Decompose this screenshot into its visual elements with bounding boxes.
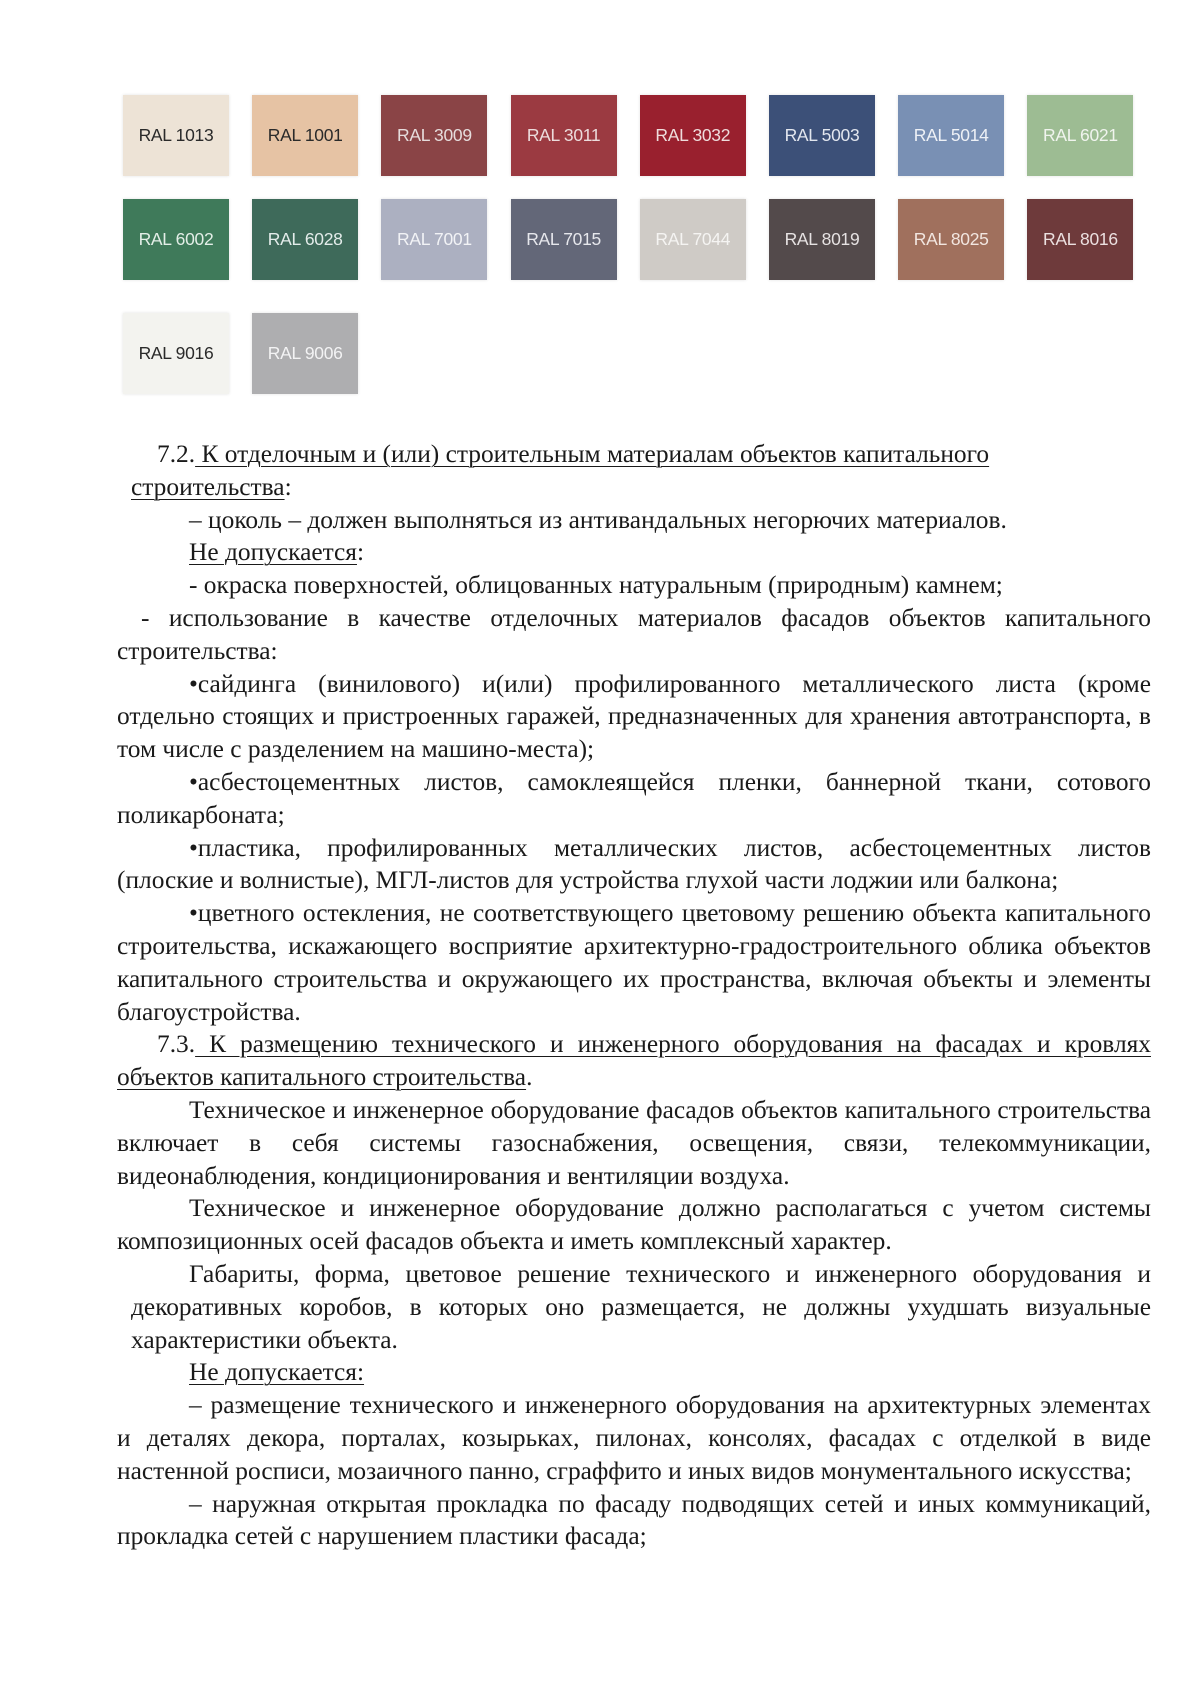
plinth-requirement: – цоколь – должен выполняться из антивандальных негорючих материалов.: [189, 505, 1007, 534]
color-swatch: [123, 313, 229, 394]
color-swatch: [252, 95, 358, 176]
item-open-wiring: – наружная открытая прокладка по фасаду подводящих сетей и иных коммуникаций, прокладка сетей с нарушением пластики фасада;: [117, 1489, 1151, 1551]
bullet-glazing: •цветного остекления, не соответствующего цветовому решению объекта капитального строительства, искажающего восприятие архитектурно-градостроительного облика объектов капитального строительства и окружающего их пространства, включая объекты и элементы благоустройства.: [117, 899, 1151, 1026]
swatch-label: RAL 6002: [138, 229, 214, 249]
color-swatch: [511, 199, 617, 280]
color-swatch: [769, 199, 875, 280]
bullet-siding: •сайдинга (винилового) и(или) профилированного металлического листа (кроме отдельно стоящих и пристроенных гаражей, предназначенных для хранения автотранспорта, в том числе с разделением на машино-места);: [117, 669, 1151, 764]
swatch-label: RAL 5014: [913, 125, 989, 145]
section-7-2-title-line2: строительства: [131, 472, 285, 501]
color-swatch: [898, 199, 1004, 280]
color-swatch: [640, 199, 746, 280]
document-body: [117, 438, 1151, 1553]
item-equipment-placement: – размещение технического и инженерного оборудования на архитектурных элементах и деталях декора, порталах, козырьках, пилонах, консолях, фасадах с отделкой в виде настенной росписи, мозаичного панно, сграффито и иных видов монументального искусства;: [117, 1391, 1151, 1485]
equipment-paragraph-2: Техническое и инженерное оборудование должно располагаться с учетом системы композиционных осей фасадов объекта и иметь комплексный характер.: [117, 1194, 1151, 1256]
swatch-label: RAL 8019: [784, 229, 860, 249]
swatch-label: RAL 1001: [267, 125, 343, 145]
color-swatch: [252, 313, 358, 394]
swatch-label: RAL 7044: [655, 229, 731, 249]
color-swatch: [123, 199, 229, 280]
color-swatch: [123, 95, 229, 176]
not-allowed-colon: :: [356, 538, 365, 567]
swatch-label: RAL 7001: [396, 229, 472, 249]
swatch-label: RAL 6028: [267, 229, 343, 249]
section-7-3-number: 7.3.: [157, 1030, 196, 1059]
color-swatch: [381, 95, 487, 176]
swatch-label: RAL 6021: [1042, 125, 1118, 145]
swatch-label: RAL 8016: [1042, 229, 1118, 249]
item-stone-painting: - окраска поверхностей, облицованных натуральным (природным) камнем;: [189, 571, 1003, 600]
color-swatch: [1027, 199, 1133, 280]
color-swatch: [769, 95, 875, 176]
not-allowed-heading-7-2: [117, 536, 1151, 569]
color-swatch: [252, 199, 358, 280]
ral-color-palette: [0, 0, 1200, 420]
section-7-3-heading: [117, 1028, 1151, 1094]
swatch-label: RAL 8025: [913, 229, 989, 249]
equipment-paragraph-1: Техническое и инженерное оборудование фасадов объектов капитального строительства включает в себя системы газоснабжения, освещения, связи, телекоммуникации, видеонаблюдения, кондиционирования и вентиляции воздуха.: [117, 1095, 1151, 1190]
section-7-2-title-colon: :: [284, 472, 292, 501]
section-7-3-title: К размещению технического и инженерного оборудования на фасадах и кровлях объектов капитального строительства: [117, 1030, 1151, 1092]
bullet-plastic: •пластика, профилированных металлических листов, асбестоцементных листов (плоские и волнистые), МГЛ-листов для устройства глухой части лоджии или балкона;: [117, 833, 1151, 895]
swatch-label: RAL 7015: [526, 229, 601, 249]
not-allowed-label: Не допускается: [189, 538, 357, 567]
swatch-label: RAL 3011: [526, 125, 601, 145]
color-swatch: [511, 95, 617, 176]
swatch-label: RAL 3032: [655, 125, 731, 145]
section-7-2-title-line1: К отделочным и (или) строительным материалам объектов капитального: [195, 440, 990, 468]
swatch-label: RAL 9006: [267, 343, 343, 363]
not-allowed-heading-7-3: [117, 1356, 1151, 1389]
bullet-asbestos: •асбестоцементных листов, самоклеящейся пленки, баннерной ткани, сотового поликарбоната;: [117, 767, 1151, 829]
swatch-label: RAL 1013: [138, 125, 214, 145]
equipment-paragraph-3: Габариты, форма, цветовое решение технического и инженерного оборудования и декоративных коробов, в которых оно размещается, не должны ухудшать визуальные характеристики объекта.: [131, 1259, 1151, 1354]
swatch-label: RAL 3009: [396, 125, 472, 145]
color-swatch: [898, 95, 1004, 176]
color-swatch: [1027, 95, 1133, 176]
not-allowed-label-7-3: Не допускается:: [189, 1358, 365, 1387]
section-7-2-heading: [117, 438, 1151, 471]
swatch-label: RAL 5003: [784, 125, 860, 145]
color-swatch: [381, 199, 487, 280]
color-swatch: [640, 95, 746, 176]
section-7-2-number: 7.2.: [157, 440, 196, 468]
swatch-label: RAL 9016: [138, 343, 214, 363]
item-materials-use: - использование в качестве отделочных материалов фасадов объектов капитального строительства:: [117, 603, 1151, 665]
section-7-2-heading-cont: [117, 471, 1151, 504]
section-7-3-title-end: .: [526, 1063, 533, 1092]
